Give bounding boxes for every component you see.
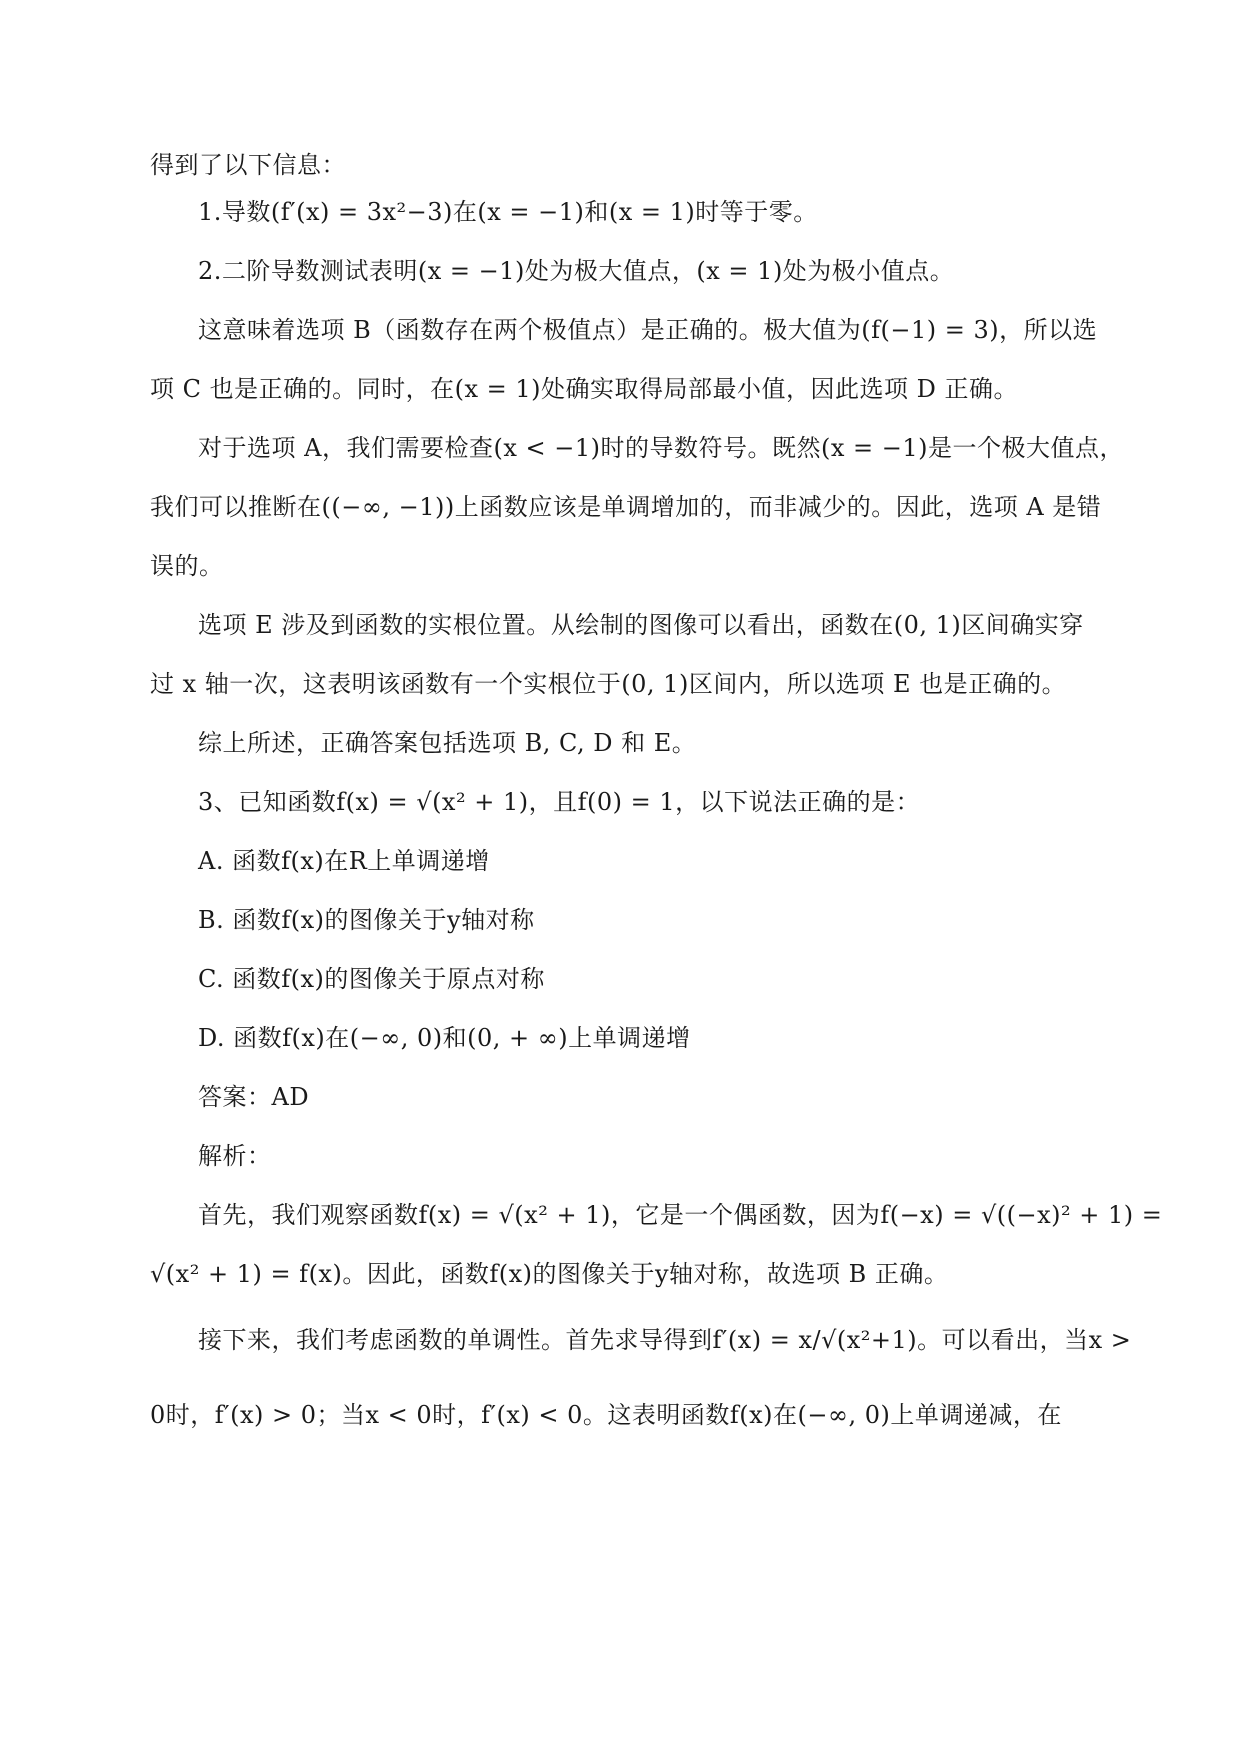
paragraph-line: √(x² + 1) = f(x)。因此，函数f(x)的图像关于y轴对称，故选项 B 正确。 [150, 1260, 949, 1288]
option-b: B. 函数f(x)的图像关于y轴对称 [198, 906, 535, 934]
paragraph-line: 过 x 轴一次，这表明该函数有一个实根位于(0, 1)区间内，所以选项 E 也是正确的。 [150, 670, 1067, 698]
paragraph-line: 这意味着选项 B（函数存在两个极值点）是正确的。极大值为(f(−1) = 3)，所以选 [198, 316, 1098, 344]
answer-line: 答案：AD [198, 1083, 310, 1111]
paragraph-line: 得到了以下信息： [150, 151, 346, 179]
paragraph-line: 综上所述，正确答案包括选项 B, C, D 和 E。 [198, 729, 697, 757]
list-item-1: 1.导数(f′(x) = 3x²−3)在(x = −1)和(x = 1)时等于零。 [198, 198, 818, 226]
paragraph-line: 选项 E 涉及到函数的实根位置。从绘制的图像可以看出，函数在(0, 1)区间确实穿 [198, 611, 1084, 639]
paragraph-line: 项 C 也是正确的。同时，在(x = 1)处确实取得局部最小值，因此选项 D 正确。 [150, 375, 1019, 403]
option-c: C. 函数f(x)的图像关于原点对称 [198, 965, 545, 993]
option-a: A. 函数f(x)在R上单调递增 [198, 847, 490, 875]
paragraph-line: 首先，我们观察函数f(x) = √(x² + 1)，它是一个偶函数，因为f(−x) = √((−x)² + 1) = [198, 1201, 1163, 1229]
option-d: D. 函数f(x)在(−∞, 0)和(0, + ∞)上单调递增 [198, 1024, 691, 1052]
paragraph-line: 误的。 [150, 552, 224, 580]
paragraph-line: 我们可以推断在((−∞, −1))上函数应该是单调增加的，而非减少的。因此，选项 A 是错 [150, 493, 1102, 521]
question-stem: 3、已知函数f(x) = √(x² + 1)，且f(0) = 1，以下说法正确的是： [198, 788, 921, 816]
paragraph-line: 接下来，我们考虑函数的单调性。首先求导得到f′(x) = x/√(x²+1)。可以看出，当x > [198, 1326, 1132, 1354]
paragraph-line: 0时，f′(x) > 0；当x < 0时，f′(x) < 0。这表明函数f(x)在(−∞, 0)上单调递减，在 [150, 1401, 1062, 1429]
paragraph-line: 对于选项 A，我们需要检查(x < −1)时的导数符号。既然(x = −1)是一个极大值点， [198, 434, 1124, 462]
analysis-heading: 解析： [198, 1142, 272, 1170]
list-item-2: 2.二阶导数测试表明(x = −1)处为极大值点，(x = 1)处为极小值点。 [198, 257, 955, 285]
